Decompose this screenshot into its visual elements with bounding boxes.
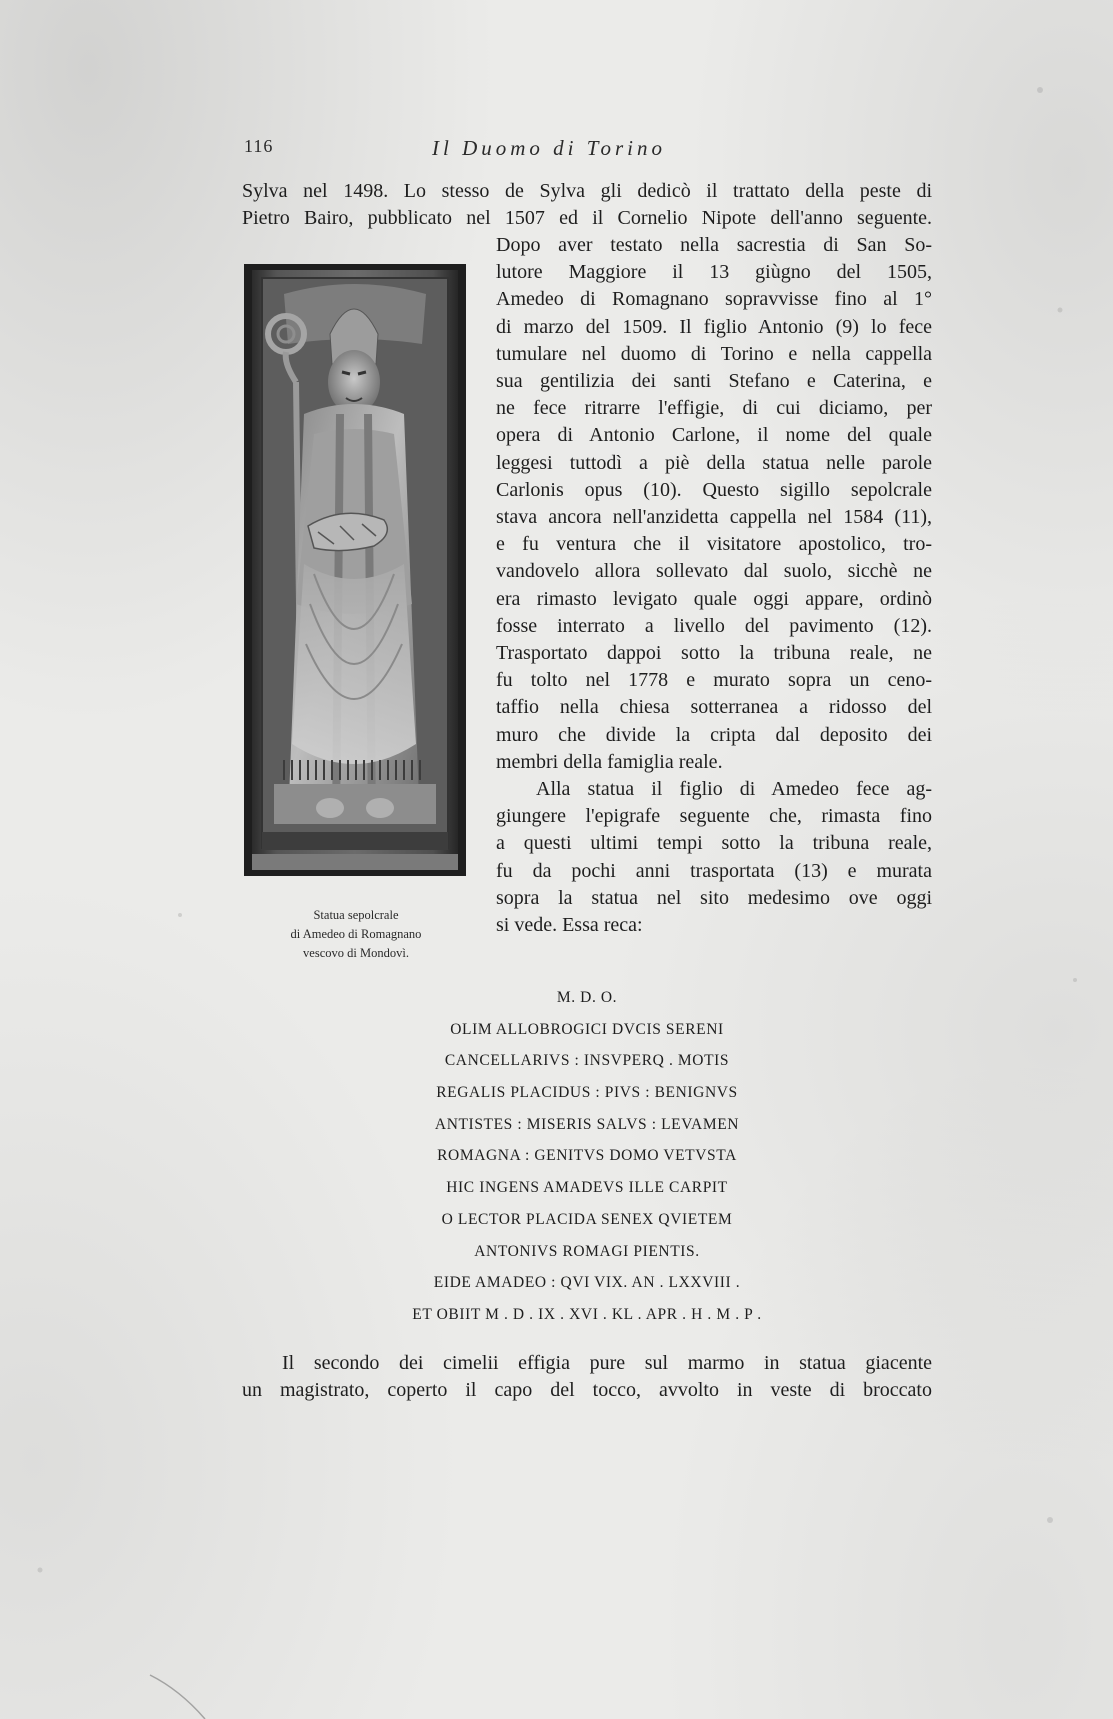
running-title: Il Duomo di Torino [432,136,667,160]
text-line: era rimasto levigato quale oggi appare, ordinò [496,587,932,610]
text-line: Alla statua il figlio di Amedeo fece ag- [536,778,932,801]
text-line: a questi ultimi tempi sotto la tribuna reale, [496,832,932,855]
epigraph-inscription [242,982,932,1331]
text-line: sopra la statua nel sito medesimo ove oggi [496,886,932,909]
text-line: Pietro Bairo, pubblicato nel 1507 ed il Cornelio Nipote dell'anno seguente. [242,207,932,230]
text-line: di marzo del 1509. Il figlio Antonio (9) lo fece [496,315,932,338]
text-line: opera di Antonio Carlone, il nome del quale [496,424,932,447]
running-head [244,136,934,166]
text-line: e fu ventura che il visitatore apostolico, tro- [496,533,932,556]
text-line: stava ancora nell'anzidetta cappella nel 1584 (11), [496,506,932,529]
text-line: un magistrato, coperto il capo del tocco, avvolto in veste di broccato [242,1379,932,1402]
text-line: Carlonis opus (10). Questo sigillo sepolcrale [496,478,932,501]
inscription-line: ANTISTES : MISERIS SALVS : LEVAMEN [434,1115,740,1133]
text-line: sua gentilizia dei santi Stefano e Caterina, e [496,370,932,393]
inscription-line: REGALIS PLACIDUS : PIVS : BENIGNVS [436,1084,738,1102]
text-line: Sylva nel 1498. Lo stesso de Sylva gli dedicò il trattato della peste di [242,180,932,202]
text-line: fu tolto nel 1778 e murato sopra un ceno- [496,669,932,692]
inscription-line: OLIM ALLOBROGICI DVCIS SERENI [450,1020,724,1038]
effigy-photograph [244,264,466,876]
text-line: tumulare nel duomo di Torino e nella cappella [496,342,932,365]
figure-caption [270,906,442,963]
inscription-line: EIDE AMADEO : QVI VIX. AN . LXXVIII . [433,1274,741,1292]
text-line: lutore Maggiore il 13 giùgno del 1505, [496,261,932,284]
inscription-line: HIC INGENS AMADEVS ILLE CARPIT [446,1179,728,1197]
inscription-line: O LECTOR PLACIDA SENEX QVIETEM [441,1210,733,1228]
inscription-line: ANTONIVS ROMAGI PIENTIS. [474,1242,700,1260]
caption-line: vescovo di Mondovì. [303,946,409,960]
inscription-line: CANCELLARIVS : INSVPERQ . MOTIS [444,1052,730,1070]
opening-paragraph [242,178,932,232]
text-line: vandovelo allora sollevato dal suolo, sicchè ne [496,560,932,583]
text-line: muro che divide la cripta dal deposito dei [496,723,932,746]
text-line: si vede. Essa reca: [496,914,643,937]
caption-line: Statua sepolcrale [313,908,399,922]
text-line: membri della famiglia reale. [496,750,723,773]
text-line: ne fece ritrarre l'effigie, di cui diciamo, per [496,397,932,420]
text-line: giungere l'epigrafe seguente che, rimasta fino [496,805,932,828]
wrapped-paragraphs [496,232,932,939]
inscription-line: ET OBIIT M . D . IX . XVI . KL . APR . H . M . P . [412,1305,762,1323]
page-number: 116 [244,136,274,156]
text-line: Amedeo di Romagnano sopravvisse fino al 1° [496,288,932,311]
statue-figure [244,264,466,876]
text-line: Dopo aver testato nella sacrestia di San So- [496,234,932,256]
text-line: leggesi tuttodì a piè della statua nelle parole [496,451,932,474]
text-line: taffio nella chiesa sotterranea a ridosso del [496,696,932,719]
text-line: Il secondo dei cimelii effigia pure sul marmo in statua giacente [282,1352,932,1374]
closing-paragraph [242,1350,932,1404]
inscription-line: M. D. O. [556,989,618,1006]
inscription-line: ROMAGNA : GENITVS DOMO VETVSTA [437,1147,737,1165]
text-line: fosse interrato a livello del pavimento (12). [496,614,932,637]
text-line: fu da pochi anni trasportata (13) e murata [496,859,932,882]
text-line: Trasportato dappoi sotto la tribuna reale, ne [496,642,932,665]
caption-line: di Amedeo di Romagnano [290,927,422,941]
